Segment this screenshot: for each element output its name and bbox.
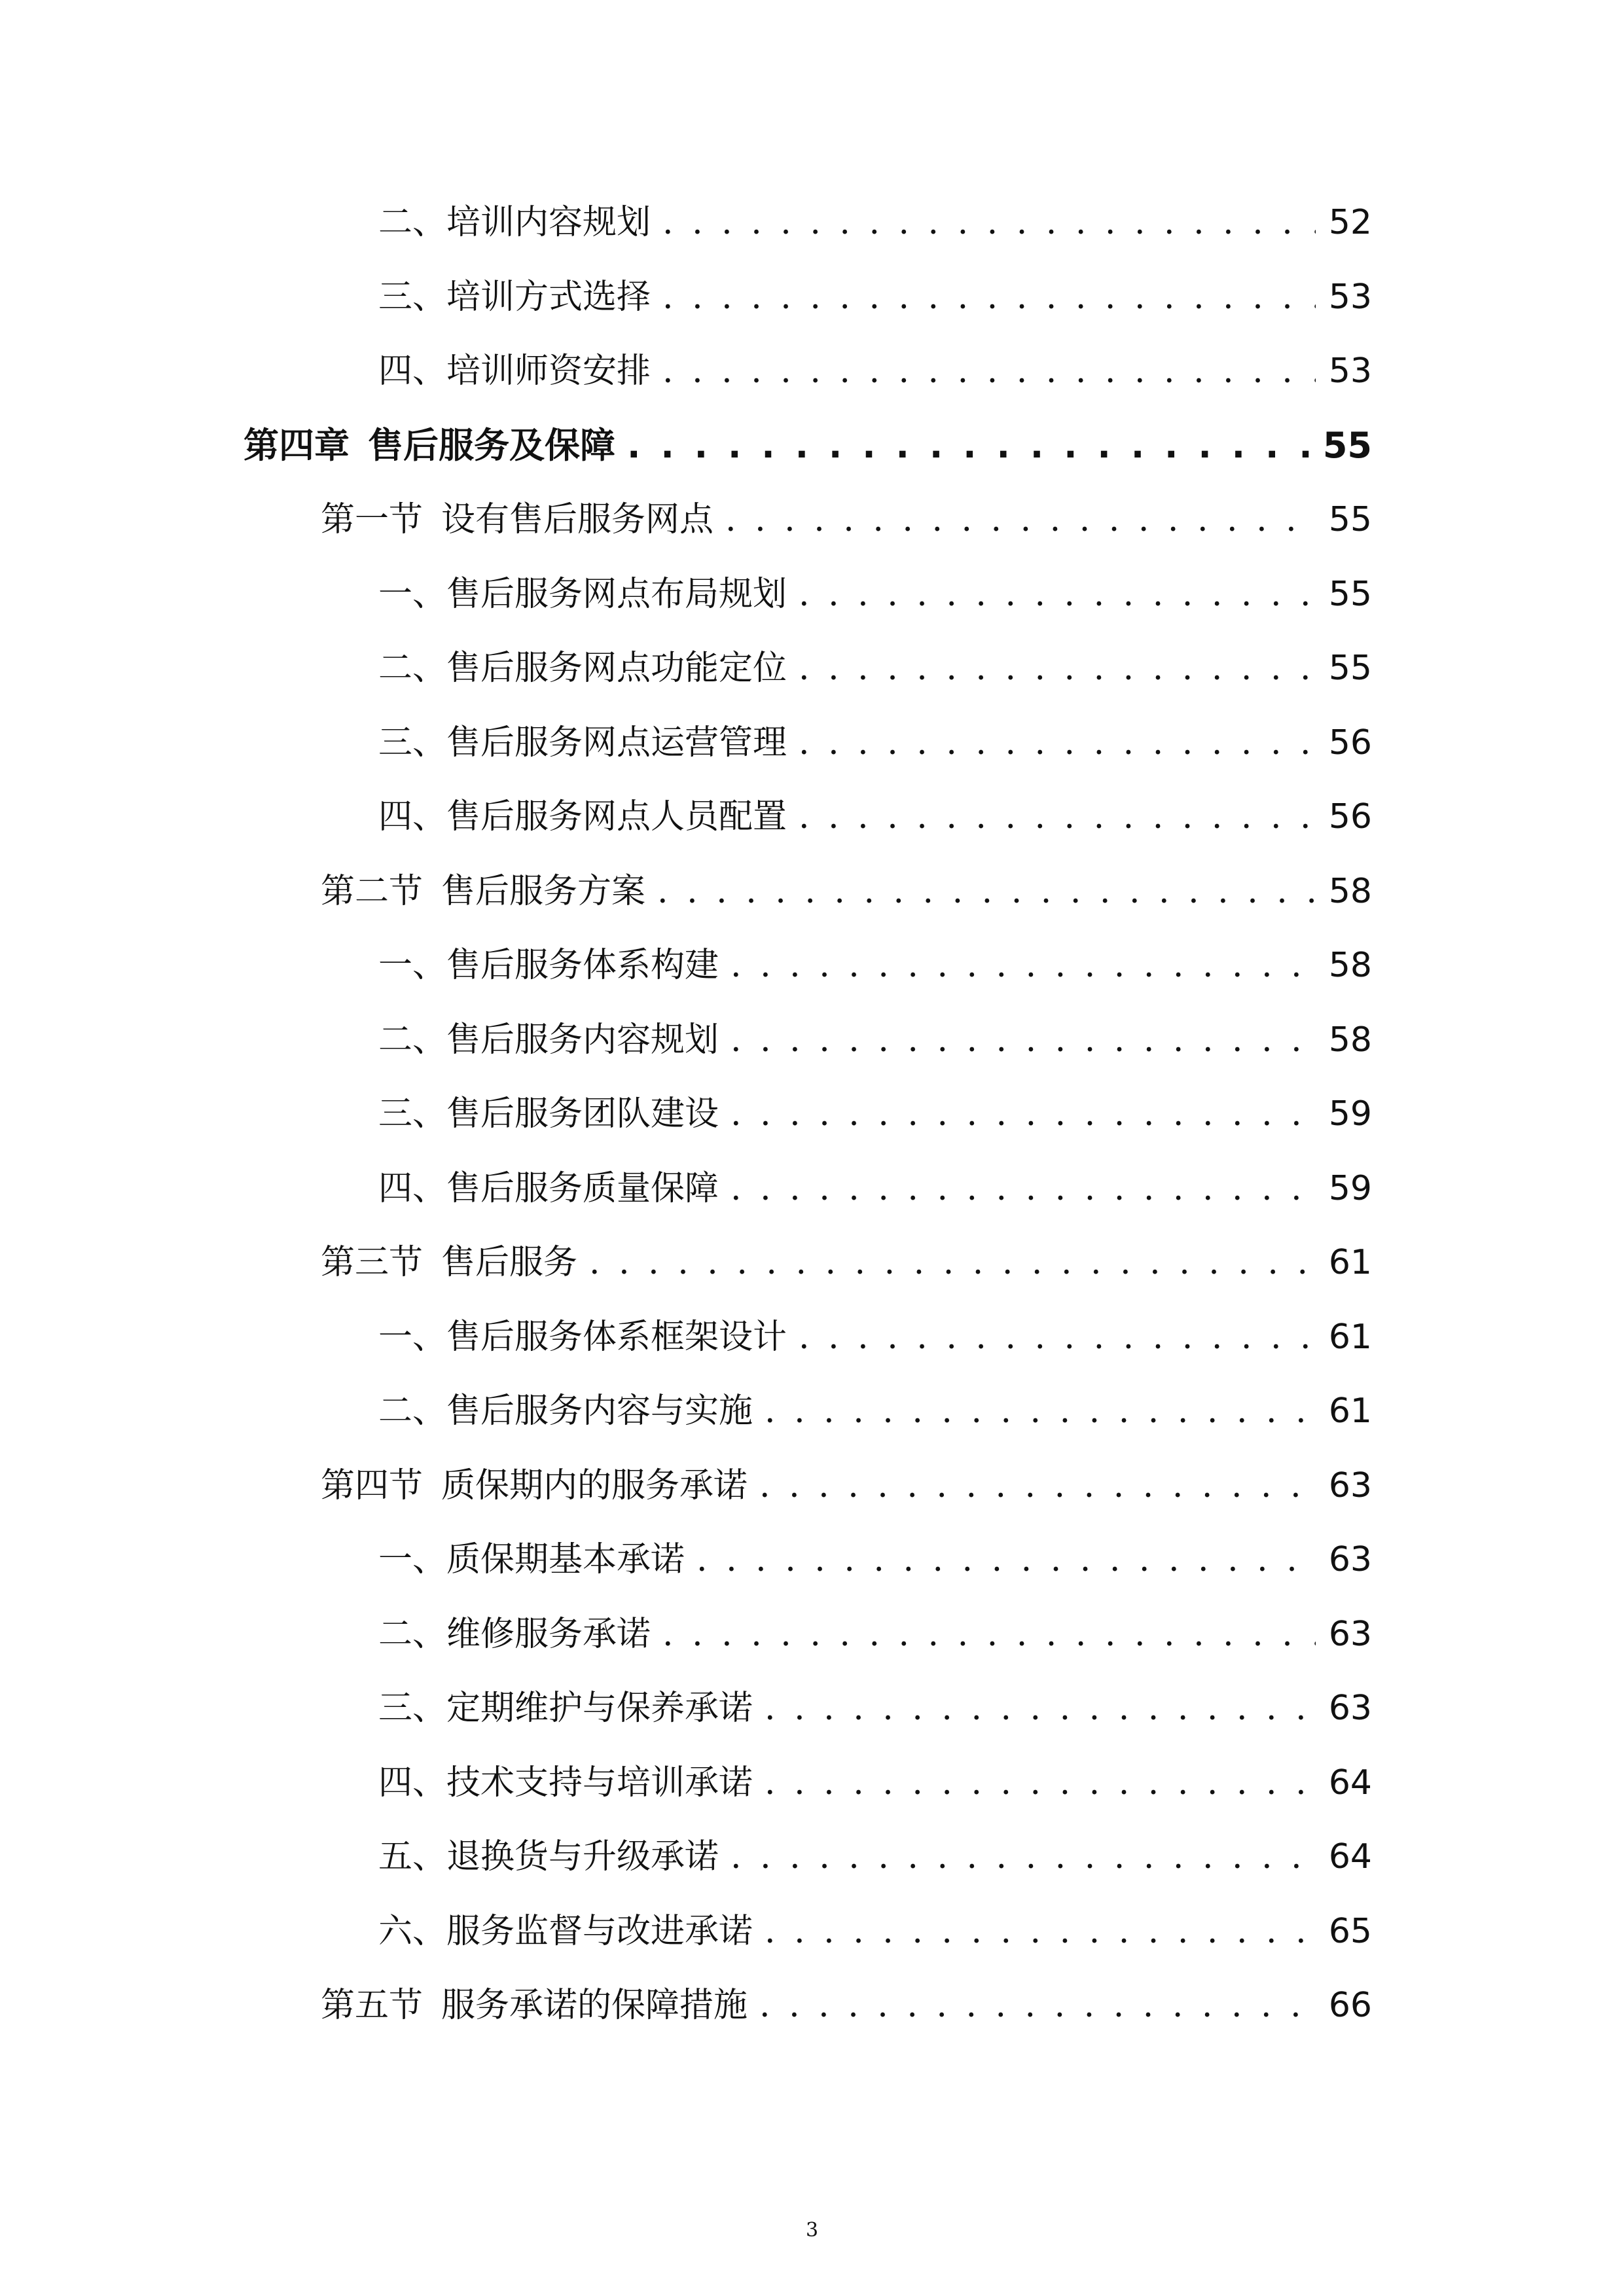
- toc-entry-page: 53: [1328, 351, 1372, 391]
- toc-entry-number: 六、: [378, 1911, 447, 1951]
- toc-entry-title: 服务监督与改进承诺: [446, 1911, 753, 1951]
- toc-entry-page: 58: [1328, 1020, 1372, 1060]
- toc-entry-page: 59: [1328, 1094, 1372, 1134]
- toc-leader-dots: [662, 342, 1316, 401]
- toc-section-entry[interactable]: [321, 1233, 1372, 1292]
- toc-entry-number: 三、: [378, 1689, 447, 1728]
- toc-entry-page: 63: [1328, 1540, 1372, 1579]
- toc-entry-number: 一、: [378, 1317, 447, 1357]
- toc-entry[interactable]: [378, 342, 1372, 401]
- toc-leader-dots: [731, 1159, 1316, 1218]
- toc-entry-page: 64: [1328, 1837, 1372, 1876]
- toc-leader-dots: [799, 1308, 1316, 1367]
- toc-entry[interactable]: [378, 565, 1372, 624]
- toc-section-entry[interactable]: [321, 1456, 1372, 1515]
- toc-leader-dots: [731, 1827, 1316, 1886]
- toc-entry-page: 55: [1322, 424, 1372, 466]
- toc-entry-title: 定期维护与保养承诺: [446, 1689, 753, 1728]
- toc-entry[interactable]: [378, 936, 1372, 995]
- toc-leader-dots: [662, 1605, 1316, 1664]
- toc-entry[interactable]: [378, 1159, 1372, 1218]
- toc-entry-number: 二、: [378, 649, 447, 688]
- toc-entry-title: 售后服务内容规划: [446, 1020, 719, 1060]
- toc-entry-page: 59: [1328, 1168, 1372, 1208]
- toc-entry-page: 64: [1328, 1763, 1372, 1803]
- toc-entry-page: 61: [1328, 1391, 1372, 1431]
- toc-section-entry[interactable]: [321, 1976, 1372, 2035]
- toc-entry-title: 售后服务: [441, 1243, 578, 1282]
- toc-leader-dots: [662, 193, 1316, 252]
- toc-leader-dots: [759, 1456, 1316, 1515]
- toc-entry-page: 66: [1328, 1986, 1372, 2025]
- toc-entry-page: 58: [1328, 946, 1372, 985]
- toc-entry-title: 技术支持与培训承诺: [446, 1763, 753, 1803]
- toc-entry[interactable]: [378, 1011, 1372, 1069]
- toc-entry-page: 55: [1328, 574, 1372, 614]
- toc-entry-page: 56: [1328, 723, 1372, 762]
- toc-leader-dots: [765, 1753, 1316, 1812]
- toc-entry[interactable]: [378, 1382, 1372, 1441]
- toc-entry[interactable]: [378, 1605, 1372, 1664]
- toc-leader-dots: [731, 1011, 1316, 1069]
- toc-entry[interactable]: [378, 787, 1372, 846]
- toc-entry-number: 一、: [378, 1540, 447, 1579]
- toc-entry-title: 售后服务及保障: [368, 424, 615, 466]
- toc-entry[interactable]: [378, 1679, 1372, 1738]
- toc-entry-number: 二、: [378, 1020, 447, 1060]
- toc-leader-dots: [765, 1902, 1316, 1961]
- toc-entry-page: 63: [1328, 1614, 1372, 1654]
- toc-entry-page: 55: [1328, 649, 1372, 688]
- toc-entry[interactable]: [378, 193, 1372, 252]
- toc-leader-dots: [627, 416, 1310, 475]
- toc-entry-number: 四、: [378, 351, 447, 391]
- toc-entry-title: 售后服务网点布局规划: [446, 574, 787, 614]
- toc-leader-dots: [799, 639, 1316, 698]
- toc-leader-dots: [731, 936, 1316, 995]
- toc-entry-page: 55: [1328, 500, 1372, 539]
- toc-leader-dots: [731, 1085, 1316, 1143]
- toc-entry-title: 质保期基本承诺: [446, 1540, 685, 1579]
- toc-entry-title: 退换货与升级承诺: [446, 1837, 719, 1876]
- toc-entry-number: 第二节: [321, 871, 424, 911]
- toc-entry-page: 61: [1328, 1317, 1372, 1357]
- toc-entry-title: 维修服务承诺: [446, 1614, 651, 1654]
- toc-entry[interactable]: [378, 1827, 1372, 1886]
- toc-entry-title: 培训师资安排: [446, 351, 651, 391]
- toc-entry-page: 61: [1328, 1243, 1372, 1282]
- toc-entry-number: 五、: [378, 1837, 447, 1876]
- toc-leader-dots: [759, 1976, 1316, 2035]
- toc-entry-number: 三、: [378, 1094, 447, 1134]
- toc-entry-number: 四、: [378, 797, 447, 836]
- toc-leader-dots: [657, 862, 1316, 921]
- toc-entry[interactable]: [378, 1308, 1372, 1367]
- toc-entry-number: 三、: [378, 723, 447, 762]
- toc-entry-number: 二、: [378, 1391, 447, 1431]
- toc-entry-number: 四、: [378, 1763, 447, 1803]
- toc-entry-number: 第一节: [321, 500, 424, 539]
- toc-leader-dots: [765, 1679, 1316, 1738]
- toc-leader-dots: [696, 1530, 1316, 1589]
- toc-leader-dots: [725, 490, 1316, 549]
- toc-leader-dots: [799, 713, 1316, 772]
- toc-entry-title: 售后服务内容与实施: [446, 1391, 753, 1431]
- toc-entry-title: 培训方式选择: [446, 277, 651, 317]
- toc-leader-dots: [799, 787, 1316, 846]
- toc-entry-number: 第三节: [321, 1243, 424, 1282]
- toc-entry-title: 售后服务团队建设: [446, 1094, 719, 1134]
- toc-entry-number: 第四节: [321, 1465, 424, 1505]
- toc-entry-title: 服务承诺的保障措施: [441, 1986, 748, 2025]
- toc-chapter-entry[interactable]: [244, 416, 1372, 475]
- toc-entry-title: 设有售后服务网点: [441, 500, 714, 539]
- toc-section-entry[interactable]: [321, 490, 1372, 549]
- toc-leader-dots: [662, 268, 1316, 327]
- toc-entry[interactable]: [378, 639, 1372, 698]
- toc-entry-title: 售后服务网点运营管理: [446, 723, 787, 762]
- toc-entry-page: 63: [1328, 1465, 1372, 1505]
- toc-entry-number: 一、: [378, 946, 447, 985]
- toc-leader-dots: [589, 1233, 1316, 1292]
- page-number: 3: [805, 2219, 819, 2242]
- toc-entry-page: 63: [1328, 1689, 1372, 1728]
- toc-entry[interactable]: [378, 1902, 1372, 1961]
- toc-entry-title: 售后服务体系框架设计: [446, 1317, 787, 1357]
- toc-entry-title: 售后服务方案: [441, 871, 646, 911]
- toc-entry[interactable]: [378, 1753, 1372, 1812]
- toc-entry-page: 58: [1328, 871, 1372, 911]
- toc-entry-page: 56: [1328, 797, 1372, 836]
- toc-entry-number: 四、: [378, 1168, 447, 1208]
- toc-entry-title: 售后服务质量保障: [446, 1168, 719, 1208]
- toc-entry-title: 售后服务体系构建: [446, 946, 719, 985]
- toc-entry-page: 53: [1328, 277, 1372, 317]
- toc-entry-title: 售后服务网点人员配置: [446, 797, 787, 836]
- toc-entry-number: 一、: [378, 574, 447, 614]
- toc-entry-page: 65: [1328, 1911, 1372, 1951]
- toc-entry-number: 三、: [378, 277, 447, 317]
- toc-leader-dots: [765, 1382, 1316, 1441]
- toc-entry-page: 52: [1328, 203, 1372, 242]
- toc-entry[interactable]: [378, 1530, 1372, 1589]
- toc-entry-title: 质保期内的服务承诺: [441, 1465, 748, 1505]
- toc-entry-number: 二、: [378, 203, 447, 242]
- toc-entry-title: 培训内容规划: [446, 203, 651, 242]
- toc-entry[interactable]: [378, 1085, 1372, 1143]
- toc-entry[interactable]: [378, 268, 1372, 327]
- toc-entry[interactable]: [378, 713, 1372, 772]
- toc-leader-dots: [799, 565, 1316, 624]
- toc-entry-number: 二、: [378, 1614, 447, 1654]
- toc-entry-number: 第五节: [321, 1986, 424, 2025]
- toc-section-entry[interactable]: [321, 862, 1372, 921]
- toc-entry-title: 售后服务网点功能定位: [446, 649, 787, 688]
- toc-entry-number: 第四章: [244, 424, 350, 466]
